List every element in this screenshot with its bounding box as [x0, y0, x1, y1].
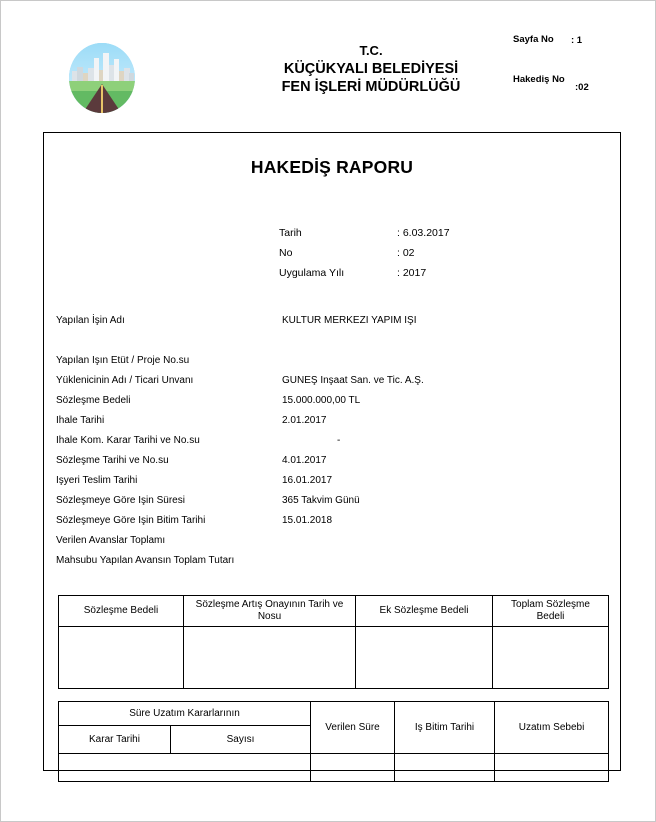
detail-row	[56, 495, 612, 515]
detail-row	[56, 355, 612, 375]
progress-number-label: Hakediş No	[513, 74, 565, 85]
table-cell	[59, 754, 311, 782]
table-cell	[495, 754, 609, 782]
detail-row	[56, 555, 612, 575]
column-header: Karar Tarihi	[59, 726, 171, 754]
detail-value: 15.000.000,00 TL	[282, 395, 361, 406]
detail-value: 4.01.2017	[282, 455, 327, 466]
page-number-value: : 1	[571, 35, 583, 46]
column-header: Sözleşme Bedeli	[59, 596, 184, 627]
detail-row	[56, 475, 612, 495]
group-header: Süre Uzatım Kararlarının	[59, 702, 311, 726]
detail-label: Yapılan İşin Adı	[56, 315, 125, 326]
detail-label: Ihale Kom. Karar Tarihi ve No.su	[56, 435, 200, 446]
table-cell	[493, 627, 609, 689]
table-cell	[59, 627, 184, 689]
municipality-emblem-icon	[69, 43, 135, 113]
column-header: Verilen Süre	[311, 702, 395, 754]
project-details-list	[56, 315, 612, 575]
page-meta-block	[513, 34, 643, 93]
detail-row	[56, 435, 612, 455]
detail-value: GUNEŞ Inşaat San. ve Tic. A.Ş.	[282, 375, 424, 386]
column-header: Toplam Sözleşme Bedeli	[493, 596, 609, 627]
column-header: Sayısı	[171, 726, 311, 754]
table-group-header-row	[59, 702, 609, 726]
table-header-row	[59, 596, 609, 627]
detail-label: Ihale Tarihi	[56, 415, 105, 426]
detail-value: 15.01.2018	[282, 515, 333, 526]
detail-value: KULTUR MERKEZI YAPIM IŞI	[282, 315, 417, 326]
page-number-label: Sayfa No	[513, 34, 554, 45]
detail-value: 365 Takvim Günü	[282, 495, 360, 506]
table-cell	[311, 754, 395, 782]
detail-label: Yüklenicinin Adı / Ticari Unvanı	[56, 375, 194, 386]
detail-label: Yapılan Işın Etüt / Proje No.su	[56, 355, 190, 366]
detail-row	[56, 315, 612, 355]
org-line-directorate: FEN İŞLERİ MÜDÜRLÜĞÜ	[281, 79, 461, 96]
column-header: Ek Sözleşme Bedeli	[356, 596, 493, 627]
table-cell	[356, 627, 493, 689]
detail-row	[56, 515, 612, 535]
detail-label: Sözleşme Bedeli	[56, 395, 131, 406]
summary-key: No	[279, 247, 293, 259]
summary-row	[279, 227, 539, 247]
detail-label: Sözleşmeye Göre Işin Bitim Tarihi	[56, 515, 206, 526]
table-row	[59, 754, 609, 782]
column-header: Uzatım Sebebi	[495, 702, 609, 754]
detail-value: 16.01.2017	[282, 475, 333, 486]
contract-amounts-table	[58, 595, 609, 689]
detail-value: -	[337, 435, 341, 446]
table-row	[59, 627, 609, 689]
page-masthead	[1, 1, 656, 127]
page-number-row	[513, 35, 643, 49]
progress-number-value: :02	[575, 82, 589, 93]
summary-row	[279, 267, 539, 287]
detail-label: Sözleşme Tarihi ve No.su	[56, 455, 169, 466]
summary-value: : 6.03.2017	[397, 227, 450, 239]
column-header: Sözleşme Artış Onayının Tarih ve Nosu	[184, 596, 356, 627]
detail-label: Verilen Avanslar Toplamı	[56, 535, 166, 546]
summary-value: : 02	[397, 247, 415, 259]
detail-label: Mahsubu Yapılan Avansın Toplam Tutarı	[56, 555, 235, 566]
report-title: HAKEDİŞ RAPORU	[250, 157, 414, 177]
organization-heading	[237, 43, 505, 97]
column-header: Iş Bitim Tarihi	[395, 702, 495, 754]
table-cell	[395, 754, 495, 782]
detail-label: Sözleşmeye Göre Işin Süresi	[56, 495, 185, 506]
detail-row	[56, 455, 612, 475]
summary-row	[279, 247, 539, 267]
summary-key: Uygulama Yılı	[279, 267, 345, 279]
detail-row	[56, 375, 612, 395]
detail-label: Işyeri Teslim Tarihi	[56, 475, 138, 486]
progress-number-row	[513, 74, 643, 93]
detail-value: 2.01.2017	[282, 415, 327, 426]
org-line-country: T.C.	[359, 43, 383, 58]
detail-row	[56, 535, 612, 555]
summary-key: Tarih	[279, 227, 302, 239]
detail-row	[56, 395, 612, 415]
summary-value: : 2017	[397, 267, 427, 279]
time-extension-table	[58, 701, 609, 782]
report-frame	[43, 132, 621, 771]
table-cell	[184, 627, 356, 689]
report-summary-block	[279, 227, 539, 287]
org-line-municipality: KÜÇÜKYALI BELEDİYESİ	[283, 60, 459, 77]
detail-row	[56, 415, 612, 435]
